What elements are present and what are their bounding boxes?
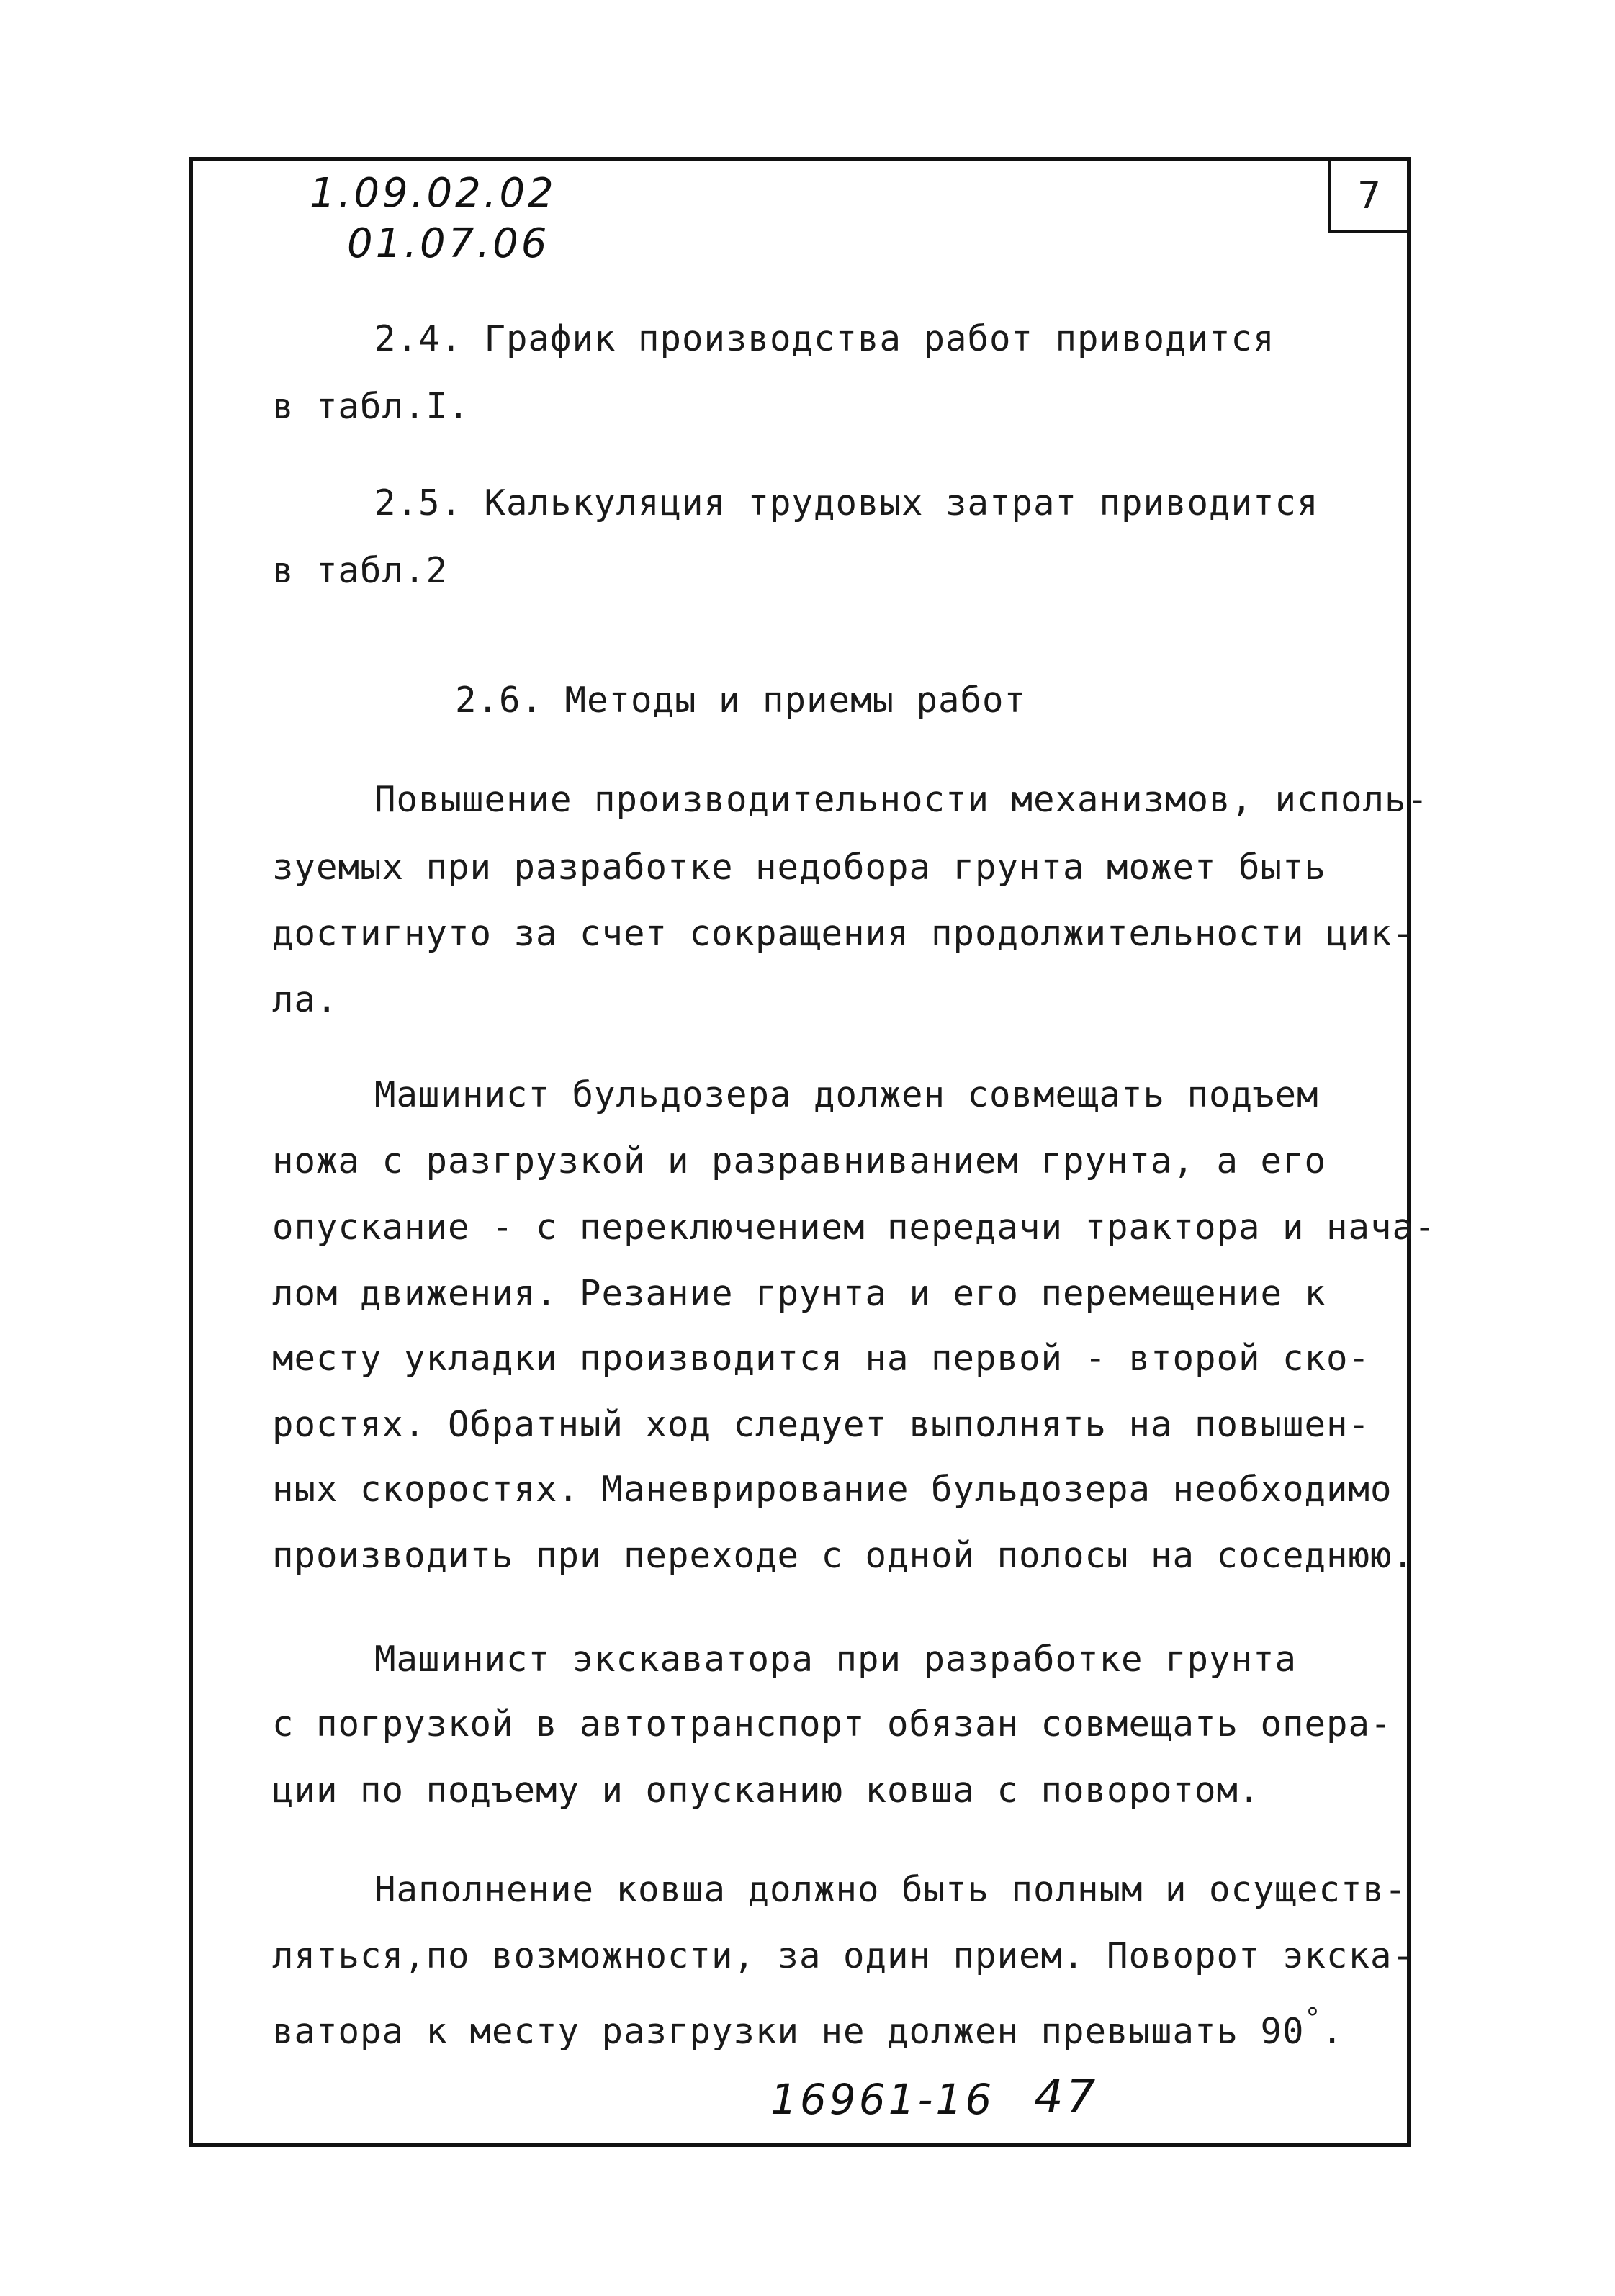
paragraph-3-line-3: ции по подъему и опусканию ковша с поворотом. [272,1770,1261,1811]
paragraph-1-line-3: достигнуто за счет сокращения продолжительности цик- [272,913,1415,954]
paragraph-4-period: . [1321,2011,1344,2052]
paragraph-2-4-line-2: в табл.I. [272,386,470,427]
paragraph-2-4-line-1: 2.4. График производства работ приводится [374,318,1275,359]
paragraph-3-line-2: с погрузкой в автотранспорт обязан совмещать опера- [272,1703,1393,1744]
document-code-primary: 1.09.02.02 [310,170,557,217]
paragraph-2-line-1: Машинист бульдозера должен совмещать подъем [374,1074,1319,1115]
document-code-secondary: 01.07.06 [347,220,550,267]
degree-sign: ° [1304,2002,1322,2034]
paragraph-1-line-4: ла. [272,979,338,1020]
paragraph-2-line-2: ножа с разгрузкой и разравниванием грунта, а его [272,1140,1327,1181]
paragraph-2-line-8: производить при переходе с одной полосы на соседнюю. [272,1535,1415,1576]
paragraph-4-line-1: Наполнение ковша должно быть полным и осуществ- [374,1869,1407,1910]
paragraph-4-line-2: ляться,по возможности, за один прием. Поворот экска- [272,1935,1415,1976]
paragraph-2-5-line-1: 2.5. Калькуляция трудовых затрат приводится [374,482,1319,523]
paragraph-2-line-4: лом движения. Резание грунта и его перемещение к [272,1273,1327,1314]
paragraph-2-line-6: ростях. Обратный ход следует выполнять на повышен- [272,1404,1371,1445]
inventory-number: 16961-16 [770,2075,995,2124]
paragraph-4-line-3 [272,2002,1344,2052]
paragraph-2-line-7: ных скоростях. Маневрирование бульдозера необходимо [272,1469,1393,1510]
paragraph-2-line-5: месту укладки производится на первой - второй ско- [272,1338,1371,1379]
paragraph-3-line-1: Машинист экскаватора при разработке грунта [374,1639,1297,1680]
paragraph-1-line-1: Повышение производительности механизмов, исполь- [374,779,1429,820]
paragraph-1-line-2: зуемых при разработке недобора грунта может быть [272,847,1327,888]
page-number: 7 [1328,161,1407,233]
paragraph-2-line-3: опускание - с переключением передачи трактора и нача- [272,1207,1436,1248]
paragraph-2-5-line-2: в табл.2 [272,550,449,591]
paragraph-4-line-3-text: ватора к месту разгрузки не должен превышать 90 [272,2011,1305,2052]
section-heading: 2.6. Методы и приемы работ [455,680,1027,721]
sheet-number: 47 [1034,2071,1099,2124]
